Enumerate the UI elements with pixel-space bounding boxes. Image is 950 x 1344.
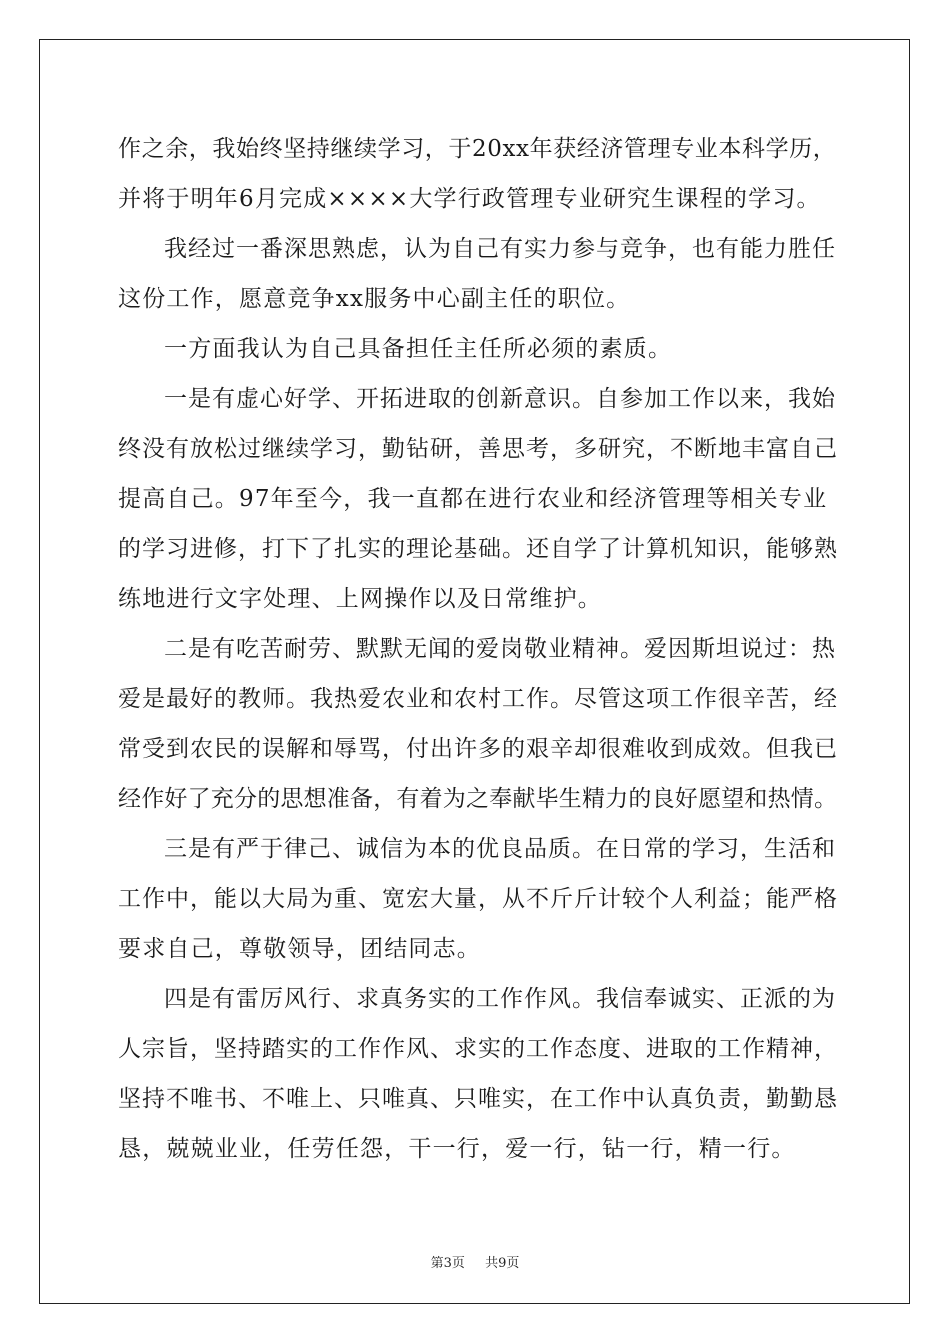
document-body (118, 128, 840, 1178)
text-line: 经作好了充分的思想准备，有着为之奉献毕生精力的良好愿望和热情。 (118, 786, 838, 812)
text-line: 工作中，能以大局为重、宽宏大量，从不斤斤计较个人利益；能严格 (118, 886, 838, 912)
page-number-current: 第3页 (430, 1256, 465, 1271)
text-line: 坚持不唯书、不唯上、只唯真、只唯实，在工作中认真负责，勤勤恳 (118, 1086, 838, 1112)
text-line: 练地进行文字处理、上网操作以及日常维护。 (118, 586, 602, 612)
paragraph-start: 三是有严于律己、诚信为本的优良品质。在日常的学习，生活和 (164, 836, 836, 862)
paragraph-start: 一方面我认为自己具备担任主任所必须的素质。 (164, 336, 673, 362)
text-line: 要求自己，尊敬领导，团结同志。 (118, 936, 481, 962)
paragraph-start: 四是有雷厉风行、求真务实的工作作风。我信奉诚实、正派的为 (164, 986, 836, 1012)
text-line: 作之余，我始终坚持继续学习，于20xx年获经济管理专业本科学历， (118, 136, 837, 162)
page-number-total: 共9页 (485, 1256, 520, 1271)
paragraph-start: 我经过一番深思熟虑，认为自己有实力参与竞争，也有能力胜任 (164, 236, 836, 262)
text-line: 终没有放松过继续学习，勤钻研，善思考，多研究，不断地丰富自己 (118, 436, 838, 462)
text-line: 提高自己。97年至今，我一直都在进行农业和经济管理等相关专业 (118, 486, 828, 512)
text-line: 恳，兢兢业业，任劳任怨，干一行，爱一行，钻一行，精一行。 (118, 1136, 796, 1162)
paragraph-start: 二是有吃苦耐劳、默默无闻的爱岗敬业精神。爱因斯坦说过：热 (164, 636, 836, 662)
text-line: 这份工作，愿意竞争xx服务中心副主任的职位。 (118, 286, 631, 312)
text-line: 爱是最好的教师。我热爱农业和农村工作。尽管这项工作很辛苦，经 (118, 686, 838, 712)
page-footer (0, 1252, 950, 1271)
text-line: 常受到农民的误解和辱骂，付出许多的艰辛却很难收到成效。但我已 (118, 736, 838, 762)
text-line: 的学习进修，打下了扎实的理论基础。还自学了计算机知识，能够熟 (118, 536, 838, 562)
paragraph-start: 一是有虚心好学、开拓进取的创新意识。自参加工作以来，我始 (164, 386, 836, 412)
text-line: 并将于明年6月完成××××大学行政管理专业研究生课程的学习。 (118, 186, 821, 212)
text-line: 人宗旨，坚持踏实的工作作风、求实的工作态度、进取的工作精神， (118, 1036, 838, 1062)
